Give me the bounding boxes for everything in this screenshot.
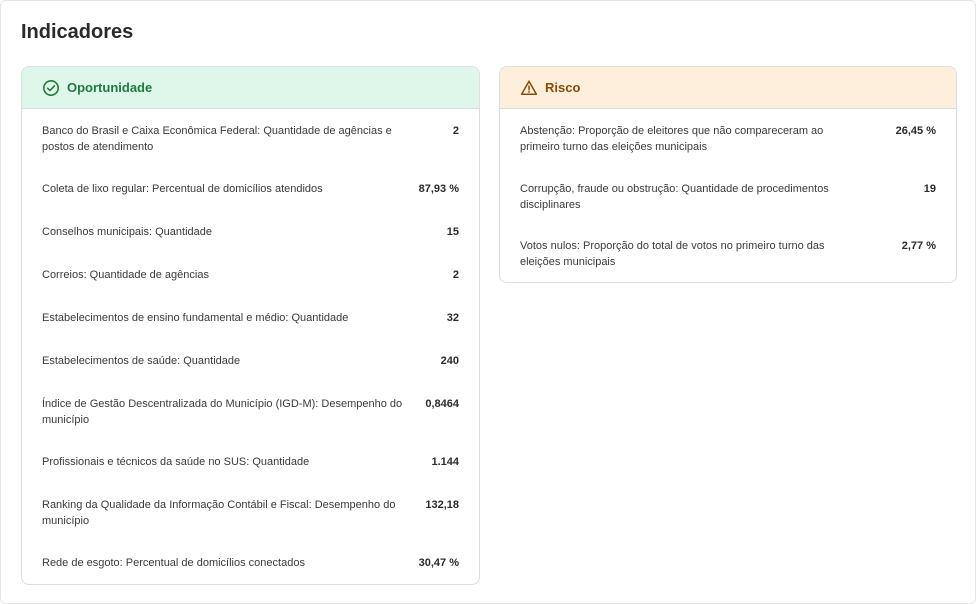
list-item bbox=[42, 310, 459, 326]
risk-header bbox=[500, 67, 956, 109]
list-item bbox=[42, 454, 459, 470]
list-item bbox=[42, 353, 459, 369]
indicator-label: Estabelecimentos de saúde: Quantidade bbox=[42, 355, 241, 367]
list-item bbox=[520, 123, 936, 155]
indicator-label: Votos nulos: Proporção do total de votos no primeiro turno das eleições municipais bbox=[520, 240, 825, 268]
indicator-value: 87,93 % bbox=[418, 183, 459, 195]
indicator-label: Abstenção: Proporção de eleitores que não compareceram ao primeiro turno das eleições municipais bbox=[520, 125, 824, 153]
list-item bbox=[42, 497, 459, 529]
page-title: Indicadores bbox=[21, 21, 134, 43]
indicator-value: 0,8464 bbox=[425, 398, 459, 410]
warning-triangle-icon bbox=[520, 79, 538, 97]
opportunity-header bbox=[22, 67, 479, 109]
indicator-label: Índice de Gestão Descentralizada do Município (IGD-M): Desempenho do município bbox=[42, 398, 403, 426]
check-circle-icon bbox=[42, 79, 60, 97]
indicator-label: Ranking da Qualidade da Informação Contábil e Fiscal: Desempenho do município bbox=[42, 499, 396, 527]
indicator-label: Correios: Quantidade de agências bbox=[42, 269, 209, 281]
list-item bbox=[42, 396, 459, 428]
indicator-label: Corrupção, fraude ou obstrução: Quantidade de procedimentos disciplinares bbox=[520, 183, 829, 211]
risk-card bbox=[499, 66, 957, 283]
indicator-value: 1.144 bbox=[431, 456, 459, 468]
list-item bbox=[520, 181, 936, 213]
indicator-label: Banco do Brasil e Caixa Econômica Federal: Quantidade de agências e postos de atendimento bbox=[42, 125, 392, 153]
list-item bbox=[42, 123, 459, 155]
list-item bbox=[42, 555, 459, 571]
indicator-value: 132,18 bbox=[425, 499, 459, 511]
indicator-label: Coleta de lixo regular: Percentual de domicílios atendidos bbox=[42, 183, 323, 195]
list-item bbox=[520, 238, 936, 270]
indicator-value: 19 bbox=[923, 183, 936, 195]
indicator-value: 2 bbox=[452, 125, 459, 137]
indicator-label: Profissionais e técnicos da saúde no SUS: Quantidade bbox=[42, 456, 310, 468]
indicator-value: 26,45 % bbox=[895, 125, 936, 137]
indicator-value: 240 bbox=[440, 355, 459, 367]
indicator-label: Conselhos municipais: Quantidade bbox=[42, 226, 212, 238]
indicator-value: 2 bbox=[452, 269, 459, 281]
list-item bbox=[42, 224, 459, 240]
opportunity-title: Oportunidade bbox=[67, 80, 153, 95]
risk-title: Risco bbox=[545, 80, 581, 95]
indicator-label: Rede de esgoto: Percentual de domicílios conectados bbox=[42, 557, 305, 569]
list-item bbox=[42, 267, 459, 283]
indicator-label: Estabelecimentos de ensino fundamental e médio: Quantidade bbox=[42, 312, 349, 324]
indicator-value: 15 bbox=[446, 226, 459, 238]
indicator-value: 2,77 % bbox=[901, 240, 936, 252]
opportunity-card bbox=[21, 66, 480, 585]
indicator-value: 30,47 % bbox=[418, 557, 459, 569]
list-item bbox=[42, 181, 459, 197]
indicator-value: 32 bbox=[446, 312, 459, 324]
